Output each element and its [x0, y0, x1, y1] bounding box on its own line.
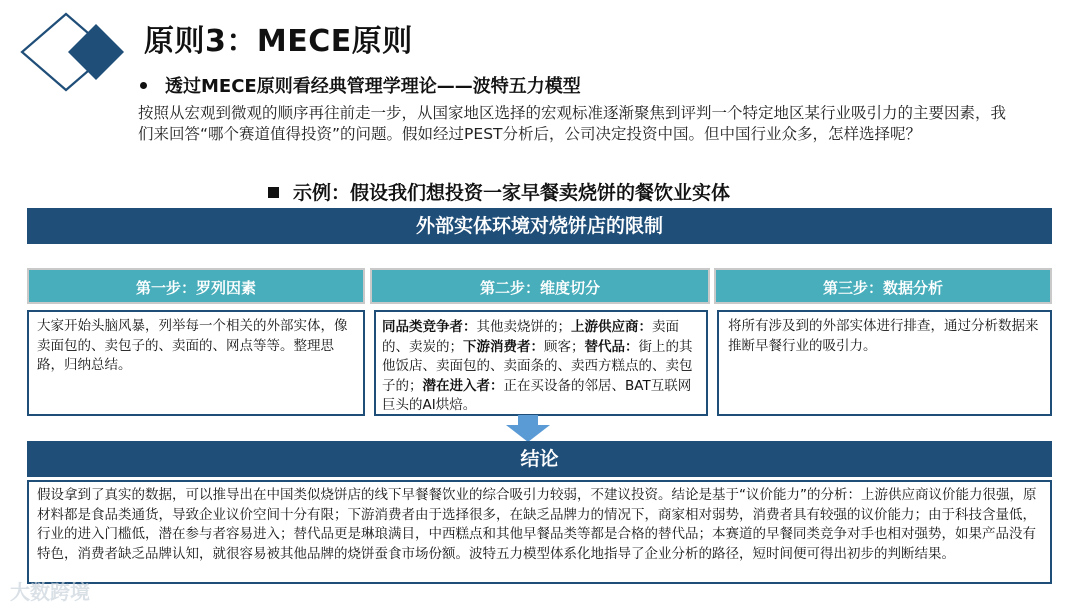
term-competitors: 同品类竞争者： — [382, 319, 477, 335]
bullet-heading-text: 透过MECE原则看经典管理学理论——波特五力模型 — [165, 76, 581, 97]
step3-content: 将所有涉及到的外部实体进行排查，通过分析数据来推断早餐行业的吸引力。 — [717, 310, 1052, 416]
text-suppliers: 卖面的、卖炭的； — [382, 319, 679, 355]
text-consumers: 顾客； — [544, 338, 585, 355]
square-bullet-icon — [268, 187, 279, 198]
bullet-heading — [138, 72, 581, 98]
step3-header: 第三步：数据分析 — [714, 268, 1052, 304]
step2-header: 第二步：维度切分 — [370, 268, 710, 304]
bullet-dot-icon — [140, 82, 147, 89]
conclusion-content: 假设拿到了真实的数据，可以推导出在中国类似烧饼店的线下早餐餐饮业的综合吸引力较弱，不建议投资。结论是基于“议价能力”的分析：上游供应商议价能力很强，原材料都是食品类通货，导致企业议价空间十分有限；下游消费者由于选择很多，在缺乏品牌力的情况下，商家相对弱势，消费者具有较强的议价能力；由于科技含量低，行业的进入门槛低，潜在参与者容易进入；替代品更是琳琅满目，中西糕点和其他早餐品类等都是合格的替代品；本赛道的早餐同类竞争对手也相对强势，如果产品没有特色，消费者缺乏品牌认知，就很容易被其他品牌的烧饼蚕食市场份额。波特五力模型体系化地指导了企业分析的路径，短时间便可得出初步的判断结果。 — [27, 480, 1052, 584]
down-arrow-icon — [504, 415, 552, 442]
example-heading-text: 示例：假设我们想投资一家早餐卖烧饼的餐饮业实体 — [293, 182, 731, 204]
page-title: 原则3：MECE原则 — [144, 24, 413, 59]
step1-content: 大家开始头脑风暴，列举每一个相关的外部实体，像卖面包的、卖包子的、卖面的、网点等等。整理思路，归纳总结。 — [27, 310, 365, 416]
term-new-entrants: 潜在进入者： — [422, 377, 504, 394]
diamond-logo-icon — [18, 10, 138, 94]
step2-content — [374, 310, 708, 416]
watermark: 大数跨境 — [10, 580, 90, 604]
banner-external-limits: 外部实体环境对烧饼店的限制 — [27, 208, 1052, 244]
term-substitutes: 替代品： — [584, 338, 639, 355]
term-suppliers: 上游供应商： — [571, 319, 652, 335]
example-heading — [268, 178, 730, 205]
term-consumers: 下游消费者： — [463, 338, 544, 355]
text-substitutes: 街上的其他饭店、卖面包的、卖面条的、卖西方糕点的、卖包子的； — [382, 338, 693, 394]
text-competitors: 其他卖烧饼的； — [476, 319, 571, 335]
banner-conclusion: 结论 — [27, 441, 1052, 477]
intro-paragraph: 按照从宏观到微观的顺序再往前走一步，从国家地区选择的宏观标准逐渐聚焦到评判一个特定地区某行业吸引力的主要因素，我们来回答“哪个赛道值得投资”的问题。假如经过PEST分析后，公司决定投资中国。但中国行业众多，怎样选择呢？ — [138, 104, 1007, 143]
step1-header: 第一步：罗列因素 — [27, 268, 365, 304]
text-new-entrants: 正在买设备的邻居、BAT互联网巨头的AI烘焙。 — [382, 377, 692, 413]
